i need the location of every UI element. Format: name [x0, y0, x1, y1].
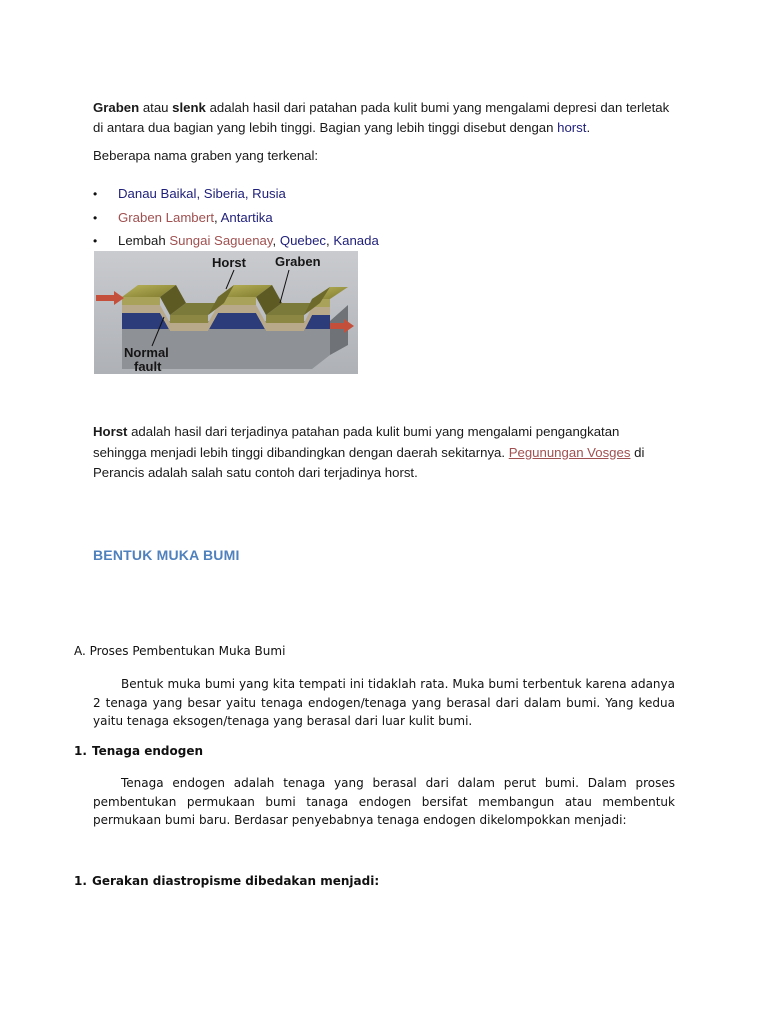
graben-label: Graben — [275, 254, 321, 269]
graben-term: Graben — [93, 100, 140, 115]
item-label: Gerakan diastropisme dibedakan menjadi: — [92, 874, 380, 888]
quebec-link[interactable]: Quebec — [279, 233, 327, 248]
list-item — [93, 208, 379, 232]
separator: , — [214, 209, 221, 225]
antartika-link[interactable]: Antartika — [220, 209, 273, 225]
graben-paragraph — [93, 98, 673, 138]
paragraph-a: Bentuk muka bumi yang kita tempati ini tidaklah rata. Muka bumi terbentuk karena adanya 2 tenaga yang besar yaitu tenaga endogen/tenaga yang berasal dari dalam bumi. Yang kedua yaitu tenaga eksogen/tenaga yang berasal dari luar kulit bumi. — [93, 677, 675, 728]
item-number: 1. — [74, 874, 87, 888]
horst-label: Horst — [212, 255, 246, 270]
fault-label: fault — [134, 359, 162, 374]
item-number: 1. — [74, 744, 87, 758]
list-intro: Beberapa nama graben yang terkenal: — [93, 148, 319, 163]
text-span: Lembah — [118, 233, 170, 248]
separator: , — [244, 186, 253, 201]
text-span: adalah hasil dari terjadinya patahan pada kulit bumi yang mengalami pengangkatan sehingga menjadi lebih tinggi dibandingkan dengan daerah sekitarnya. — [93, 424, 620, 460]
text-span: di Perancis adalah salah satu contoh dari terjadinya horst. — [93, 444, 645, 480]
text-span: atau — [139, 100, 173, 115]
separator: , — [196, 186, 204, 201]
kanada-link[interactable]: Kanada — [333, 233, 379, 248]
numbered-item-diastropisme — [74, 874, 379, 888]
rusia-link[interactable]: Rusia — [252, 186, 286, 201]
section-a-text: A. Proses Pembentukan Muka Bumi — [74, 644, 286, 658]
graben-lambert-link[interactable]: Graben Lambert — [118, 209, 215, 225]
slenk-term: slenk — [172, 100, 206, 115]
horst-link[interactable]: horst — [557, 120, 587, 135]
normal-label: Normal — [124, 345, 169, 360]
horst-paragraph — [93, 422, 673, 484]
numbered-item-endogen — [74, 744, 203, 758]
separator: , — [272, 233, 280, 248]
horst-term: Horst — [93, 424, 128, 439]
section-heading: BENTUK MUKA BUMI — [93, 547, 240, 563]
paragraph-endogen: Tenaga endogen adalah tenaga yang berasal dari dalam perut bumi. Dalam proses pembentukan permukaan bumi tanaga endogen bersifat membangun atau membentuk permukaan bumi baru. Berdasar penyebabnya tenaga endogen dikelompokkan menjadi: — [93, 776, 675, 827]
separator: , — [326, 233, 334, 248]
siberia-link[interactable]: Siberia — [203, 186, 245, 201]
text-span: . — [586, 120, 591, 135]
pegunungan-vosges-link[interactable]: Pegunungan Vosges — [508, 444, 631, 460]
section-a-title — [74, 644, 285, 658]
text-span: adalah hasil dari patahan pada kulit bumi yang mengalami depresi dan terletak di antara dua bagian yang lebih tinggi. Bagian yang lebih tinggi disebut dengan — [93, 100, 670, 135]
danau-baikal-link[interactable]: Danau Baikal — [118, 186, 197, 201]
horst-graben-diagram — [94, 251, 358, 374]
sungai-saguenay-link[interactable]: Sungai Saguenay — [169, 233, 273, 248]
item-label: Tenaga endogen — [92, 744, 204, 758]
list-item — [93, 184, 379, 208]
graben-list — [93, 184, 379, 255]
